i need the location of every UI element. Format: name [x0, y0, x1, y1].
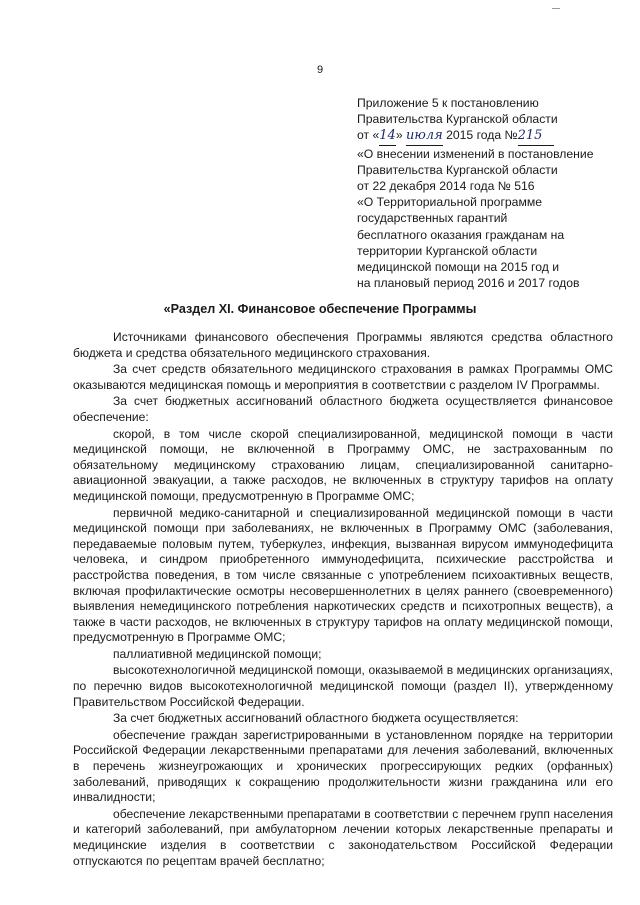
paragraph: паллиативной медицинской помощи;	[113, 646, 322, 661]
appendix-header	[357, 95, 627, 291]
scan-mark	[552, 8, 560, 9]
paragraph: Источниками финансового обеспечения Программы являются средства областного бюджета и средства обязательного медицинского страхования.	[73, 330, 613, 360]
appendix-line-7: «О Территориальной программе	[357, 195, 542, 210]
appendix-line-2: Правительства Курганской области	[357, 112, 558, 127]
document-body	[73, 330, 613, 869]
doc-number-handwritten: 215	[518, 128, 554, 145]
paragraph: первичной медико-санитарной и специализированной медицинской помощи в части медицинской помощи при заболеваниях, не включенных в Программу ОМС (заболевания, передаваемые половым путем, туберкулез, инфекция, вызванная вирусом иммунодефицита человека, и синдром приобретенного иммунодефицита, психические расстройства и расстройства поведения, в том числе связанные с употреблением психоактивных веществ, включая профилактические осмотры несовершеннолетних в целях раннего (своевременного) выявления немедицинского потребления наркотических средств и психотропных веществ), а также в части расходов, не включенных в структуру тарифов на оплату медицинской помощи, предусмотренную в Программе ОМС;	[73, 505, 613, 645]
appendix-line-8: государственных гарантий	[357, 211, 508, 226]
appendix-line-11: медицинской помощи на 2015 год и	[357, 260, 560, 275]
appendix-line-12: на плановый период 2016 и 2017 годов	[357, 276, 580, 291]
paragraph: За счет бюджетных ассигнований областного бюджета осуществляется финансовое обеспечение:	[73, 394, 613, 424]
paragraph: За счет средств обязательного медицинского страхования в рамках Программы ОМС оказываются медицинская помощь и мероприятия в соответствии с разделом IV Программы.	[73, 362, 613, 392]
date-day-handwritten: 14	[379, 128, 396, 145]
paragraph: За счет бюджетных ассигнований областного бюджета осуществляется:	[113, 711, 519, 726]
date-month-handwritten: июля	[406, 128, 443, 145]
paragraph: высокотехнологичной медицинской помощи, оказываемой в медицинских организациях, по перечню видов высокотехнологичной медицинской помощи (раздел II), утвержденному Правительством Российской Федерации.	[73, 663, 613, 709]
paragraph: скорой, в том числе скорой специализированной, медицинской помощи в части медицинской помощи, не включенной в Программу ОМС, не застрахованным по обязательному медицинскому страхованию лицам, специализированной санитарно-авиационной эвакуации, а также расходов, не включенных в структуру тарифов на оплату медицинской помощи, предусмотренную в Программе ОМС;	[73, 426, 613, 503]
appendix-line-6: от 22 декабря 2014 года № 516	[357, 179, 535, 194]
appendix-line-10: территории Курганской области	[357, 243, 538, 258]
appendix-line-9: бесплатного оказания гражданам на	[357, 227, 565, 242]
appendix-line-4: «О внесении изменений в постановление	[357, 146, 594, 161]
page-number: 9	[316, 64, 324, 76]
appendix-line-5: Правительства Курганской области	[357, 162, 558, 177]
appendix-date-line	[357, 127, 627, 145]
paragraph: обеспечение лекарственными препаратами в соответствии с перечнем групп населения и категорий заболеваний, при амбулаторном лечении которых лекарственные препараты и медицинские изделия в соответствии с законодательством Российской Федерации отпускаются по рецептам врачей бесплатно;	[73, 806, 613, 868]
date-mid: »	[395, 128, 403, 143]
date-year: 2015 года №	[446, 128, 518, 143]
appendix-line-1: Приложение 5 к постановлению	[357, 96, 539, 110]
date-prefix: от «	[357, 128, 380, 143]
paragraph: обеспечение граждан зарегистрированными в установленном порядке на территории Российской Федерации лекарственными препаратами для лечения заболеваний, включенных в перечень жизнеугрожающих и хронических прогрессирующих редких (орфанных) заболеваний, приводящих к сокращению продолжительности жизни гражданина или его инвалидности;	[73, 727, 613, 805]
section-title: «Раздел XI. Финансовое обеспечение Программы	[163, 302, 477, 316]
